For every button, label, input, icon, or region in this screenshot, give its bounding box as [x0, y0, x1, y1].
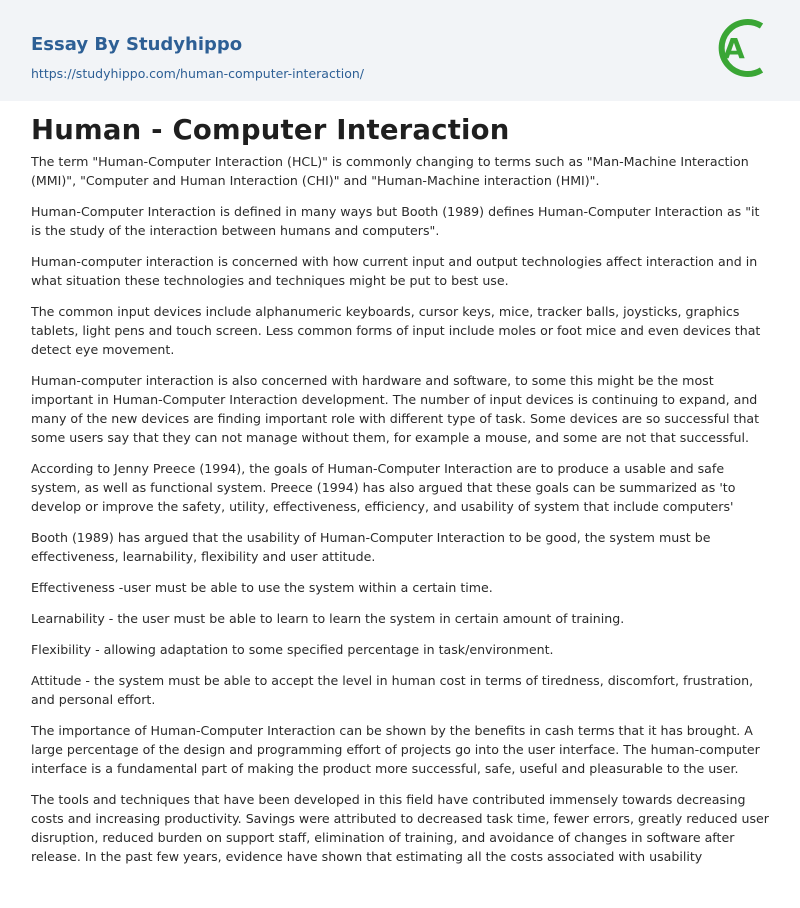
page-header	[0, 0, 800, 101]
logo-letter: A	[723, 32, 745, 65]
studyhippo-logo-icon[interactable]	[711, 13, 771, 83]
paragraph: Attitude - the system must be able to accept the level in human cost in terms of tiredness, discomfort, frustration, and personal effort.	[31, 673, 754, 707]
paragraph: Effectiveness -user must be able to use the system within a certain time.	[31, 580, 493, 595]
article-body	[31, 152, 773, 878]
paragraph: Learnability - the user must be able to learn to learn the system in certain amount of training.	[31, 611, 625, 626]
paragraph: The term "Human-Computer Interaction (HCL)" is commonly changing to terms such as "Man-Machine Interaction (MMI)", "Computer and Human Interaction (CHI)" and "Human-Machine interaction (HMI)".	[31, 154, 749, 188]
page-title: Human - Computer Interaction	[31, 114, 510, 146]
paragraph: Human-Computer Interaction is defined in many ways but Booth (1989) defines Human-Computer Interaction as "it is the study of the interaction between humans and computers".	[31, 204, 760, 238]
paragraph: The importance of Human-Computer Interaction can be shown by the benefits in cash terms that it has brought. A large percentage of the design and programming effort of projects go into the user interface. The human-computer interface is a fundamental part of making the product more successful, safe, useful and pleasurable to the user.	[31, 723, 760, 776]
paragraph: The common input devices include alphanumeric keyboards, cursor keys, mice, tracker balls, joysticks, graphics tablets, light pens and touch screen. Less common forms of input include moles or foot mice and even devices that detect eye movement.	[31, 304, 761, 357]
paragraph: Booth (1989) has argued that the usability of Human-Computer Interaction to be good, the system must be effectiveness, learnability, flexibility and user attitude.	[31, 530, 711, 564]
paragraph: According to Jenny Preece (1994), the goals of Human-Computer Interaction are to produce a usable and safe system, as well as functional system. Preece (1994) has also argued that these goals can be summarized as 'to develop or improve the safety, utility, effectiveness, efficiency, and usability of system that include computers'	[31, 461, 736, 514]
paragraph: Flexibility - allowing adaptation to some specified percentage in task/environment.	[31, 642, 554, 657]
source-url-link[interactable]: https://studyhippo.com/human-computer-interaction/	[31, 66, 364, 81]
paragraph: Human-computer interaction is concerned with how current input and output technologies affect interaction and in what situation these technologies and techniques might be put to best use.	[31, 254, 758, 288]
site-brand[interactable]: Essay By Studyhippo	[31, 34, 243, 55]
paragraph: Human-computer interaction is also concerned with hardware and software, to some this might be the most important in Human-Computer Interaction development. The number of input devices is continuing to expand, and many of the new devices are finding important role with different type of task. Some devices are so successful that some users say that they can not manage without them, for example a mouse, and some are not that successful.	[31, 373, 760, 445]
paragraph: The tools and techniques that have been developed in this field have contributed immensely towards decreasing costs and increasing productivity. Savings were attributed to decreased task time, fewer errors, greatly reduced user disruption, reduced burden on support staff, elimination of training, and avoidance of changes in software after release. In the past few years, evidence have shown that estimating all the costs associated with usability	[31, 792, 769, 864]
